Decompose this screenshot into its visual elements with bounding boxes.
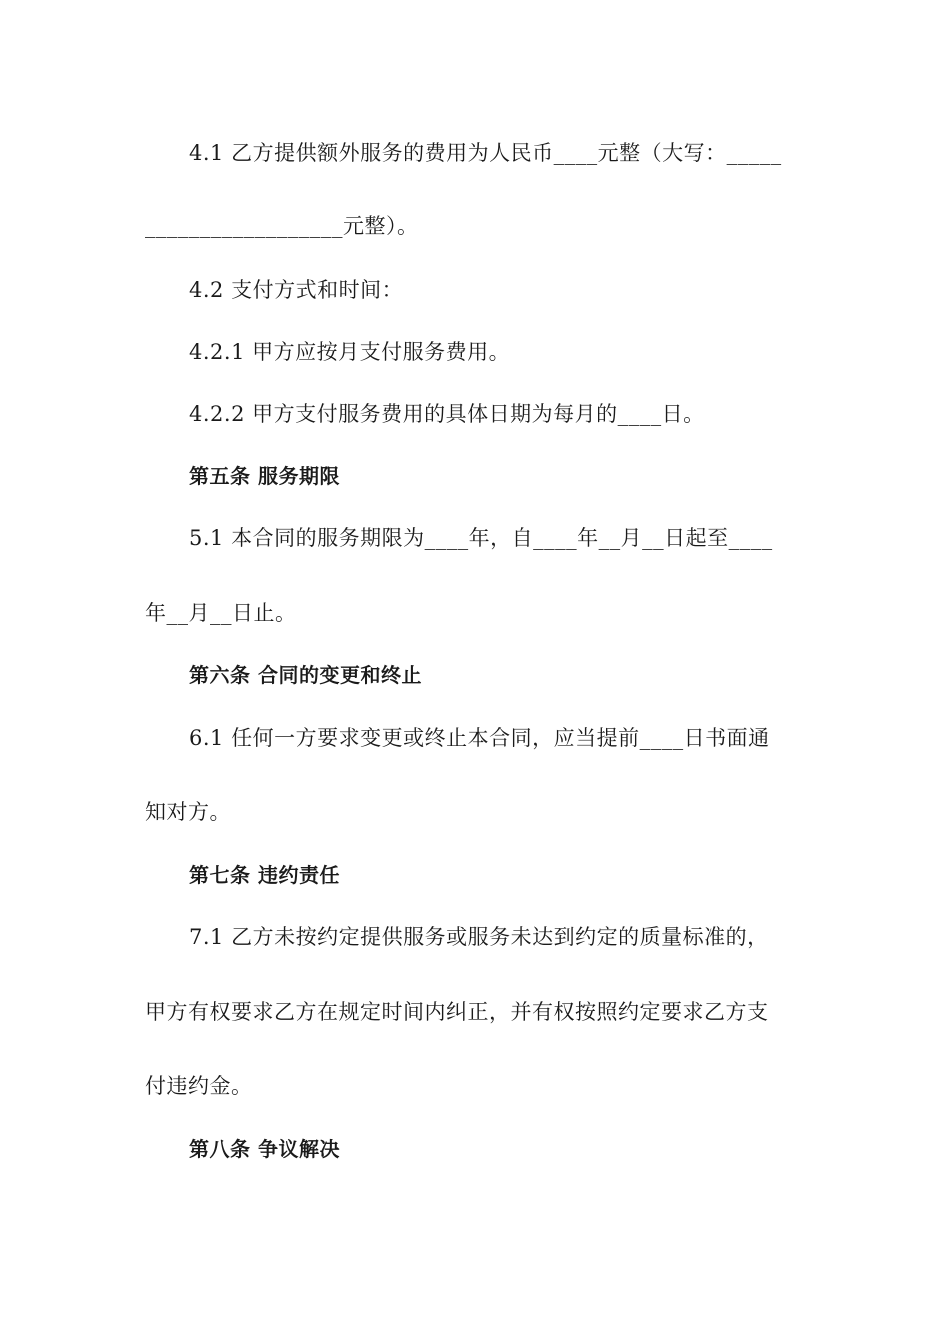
- heading-article-7: 第七条 违约责任: [189, 863, 340, 887]
- clause-7-1-line-1: 7.1 乙方未按约定提供服务或服务未达到约定的质量标准的，: [189, 925, 769, 949]
- clause-6-1-line-2: 知对方。: [145, 800, 231, 824]
- clause-4-1-line-2: __________________元整）。: [145, 214, 419, 238]
- clause-4-2-2: 4.2.2 甲方支付服务费用的具体日期为每月的____日。: [189, 402, 705, 426]
- clause-6-1-line-1: 6.1 任何一方要求变更或终止本合同，应当提前____日书面通: [189, 726, 770, 750]
- clause-4-2: 4.2 支付方式和时间：: [189, 278, 404, 302]
- clause-5-1-line-2: 年__月__日止。: [145, 601, 297, 625]
- clause-5-1-line-1: 5.1 本合同的服务期限为____年，自____年__月__日起至____: [189, 526, 773, 550]
- heading-article-6: 第六条 合同的变更和终止: [189, 663, 422, 687]
- clause-7-1-line-2: 甲方有权要求乙方在规定时间内纠正，并有权按照约定要求乙方支: [145, 1000, 769, 1024]
- clause-4-1-line-1: 4.1 乙方提供额外服务的费用为人民币____元整（大写：_____: [189, 141, 782, 165]
- clause-7-1-line-3: 付违约金。: [145, 1074, 253, 1098]
- heading-article-8: 第八条 争议解决: [189, 1137, 340, 1161]
- clause-4-2-1: 4.2.1 甲方应按月支付服务费用。: [189, 340, 511, 364]
- heading-article-5: 第五条 服务期限: [189, 464, 340, 488]
